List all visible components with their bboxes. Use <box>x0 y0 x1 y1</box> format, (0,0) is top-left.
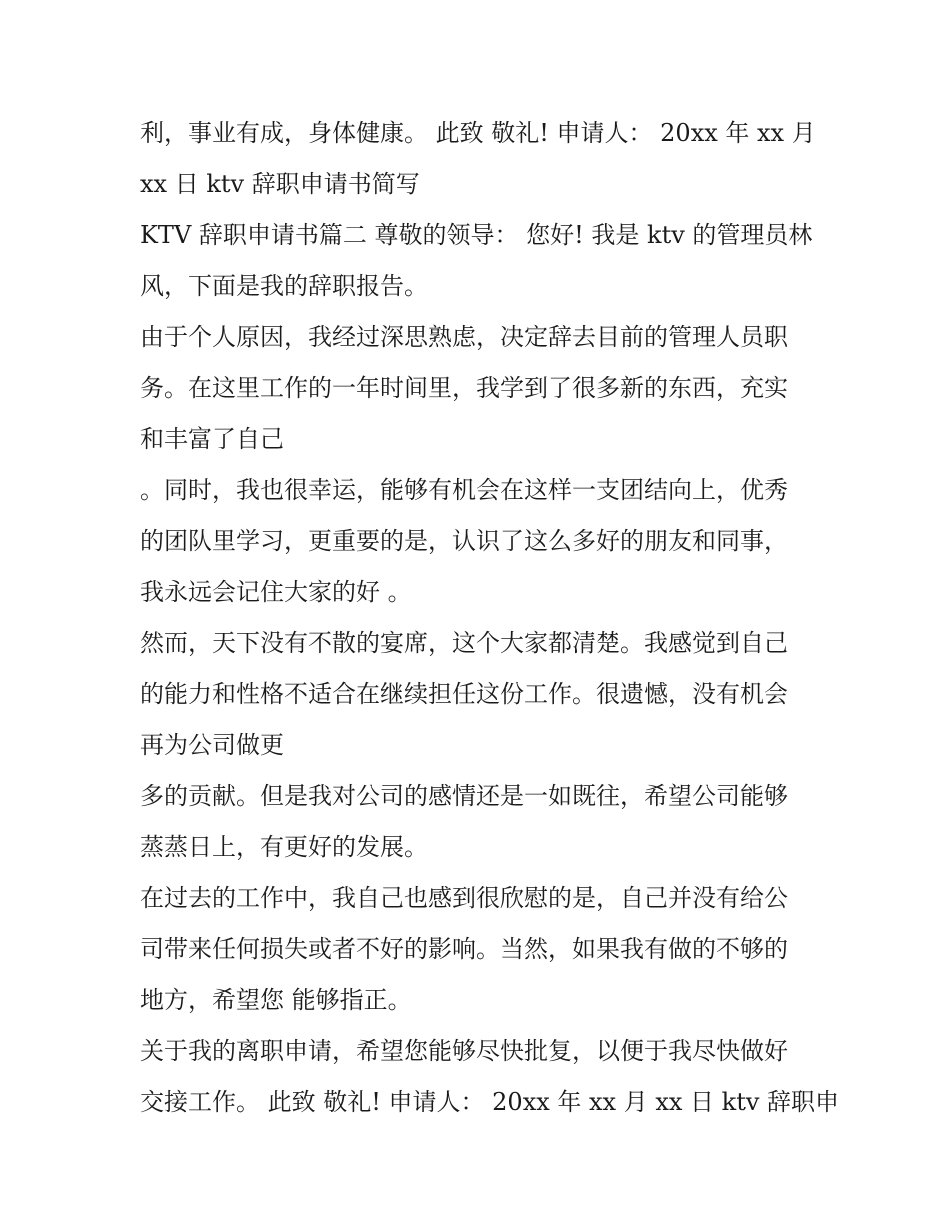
text-line-9: 的团队里学习，更重要的是，认识了这么多好的朋友和同事， <box>140 527 788 555</box>
text-line-5: 由于个人原因，我经过深思熟虑，决定辞去目前的管理人员职 <box>140 323 788 351</box>
text-line-3: KTV 辞职申请书篇二 尊敬的领导： 您好! 我是 ktv 的管理员林 <box>140 221 813 249</box>
text-line-7: 和丰富了自己 <box>140 425 284 453</box>
text-line-18: 地方，希望您 能够指正。 <box>140 986 412 1014</box>
text-line-13: 再为公司做更 <box>140 731 284 759</box>
text-line-11: 然而，天下没有不散的宴席，这个大家都清楚。我感觉到自己 <box>140 629 788 657</box>
text-line-12: 的能力和性格不适合在继续担任这份工作。很遗憾，没有机会 <box>140 680 788 708</box>
document-body <box>140 108 840 1128</box>
text-line-19: 关于我的离职申请，希望您能够尽快批复，以便于我尽快做好 <box>140 1037 788 1065</box>
text-line-10: 我永远会记住大家的好 。 <box>140 578 412 606</box>
text-line-14: 多的贡献。但是我对公司的感情还是一如既往，希望公司能够 <box>140 782 788 810</box>
text-line-20: 交接工作。 此致 敬礼! 申请人： 20xx 年 xx 月 xx 日 ktv 辞职申 <box>140 1088 840 1116</box>
text-line-2: xx 日 ktv 辞职申请书简写 <box>140 170 420 198</box>
text-line-8: 。同时，我也很幸运，能够有机会在这样一支团结向上，优秀 <box>140 476 788 504</box>
text-line-16: 在过去的工作中，我自己也感到很欣慰的是，自己并没有给公 <box>140 884 788 912</box>
text-line-15: 蒸蒸日上，有更好的发展。 <box>140 833 428 861</box>
text-line-6: 务。在这里工作的一年时间里，我学到了很多新的东西，充实 <box>140 374 788 402</box>
text-line-1: 利，事业有成，身体健康。 此致 敬礼! 申请人： 20xx 年 xx 月 <box>140 119 816 147</box>
text-line-4: 风，下面是我的辞职报告。 <box>140 272 428 300</box>
text-line-17: 司带来任何损失或者不好的影响。当然，如果我有做的不够的 <box>140 935 788 963</box>
